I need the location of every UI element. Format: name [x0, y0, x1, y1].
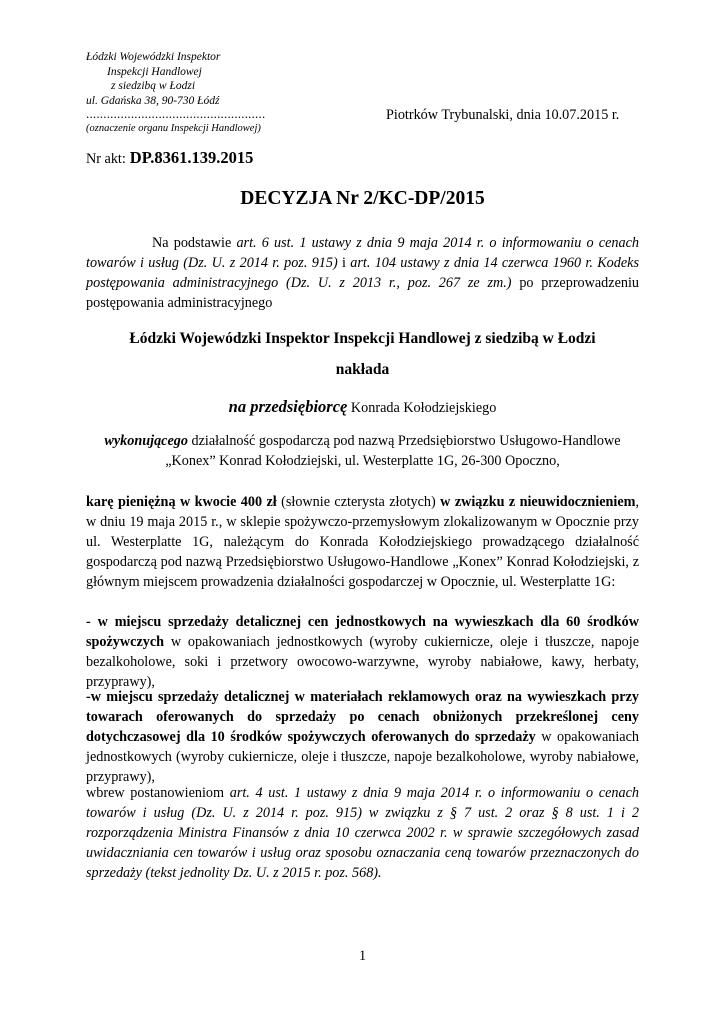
- authority-heading: Łódzki Wojewódzki Inspektor Inspekcji Handlowej z siedzibą w Łodzi: [129, 330, 596, 347]
- violation-text: wbrew postanowieniom: [86, 785, 230, 801]
- file-number: DP.8361.139.2015: [129, 148, 254, 167]
- penalty-amount: karę pieniężną w kwocie 400 zł: [86, 494, 277, 510]
- basis-act-1: art. 6 ust. 1 ustawy z dnia 9 maja 2014 r. o informowaniu o cenach towarów i usług (Dz. U. z 2014 r. poz. 915): [86, 235, 639, 271]
- page-number: 1: [358, 948, 367, 964]
- entrepreneur-label: na przedsiębiorcę: [228, 397, 348, 416]
- entrepreneur-line: [0, 397, 725, 417]
- basis-text-2: i: [337, 255, 351, 271]
- org-line-3: z siedzibą w Łodzi: [111, 80, 196, 92]
- violation-item-1-bold: - w miejscu sprzedaży detalicznej cen jednostkowych na wywieszkach dla 60 środków spożywczych: [86, 614, 639, 650]
- business-line-1: [0, 433, 725, 450]
- org-line-1: Łódzki Wojewódzki Inspektor: [86, 51, 221, 63]
- basis-text-3: po przeprowadzeniu postępowania administracyjnego: [86, 275, 639, 311]
- org-line-2: Inspekcji Handlowej: [107, 65, 202, 78]
- penalty-reason: w związku z nieuwidocznieniem: [440, 494, 636, 510]
- violation-item-1-text: w opakowaniach jednostkowych (wyroby cukiernicze, oleje i tłuszcze, napoje bezalkoholowe, soki i przetwory owocowo-warzywne, wyroby nabiałowe, kawy, herbaty, przyprawy),: [86, 634, 639, 690]
- business-line-2: „Konex” Konrad Kołodziejski, ul. Westerplatte 1G, 26-300 Opoczno,: [165, 453, 560, 469]
- imposes-heading: nakłada: [335, 361, 390, 378]
- file-label: Nr akt:: [86, 151, 126, 167]
- decision-title: DECYZJA Nr 2/KC-DP/2015: [240, 188, 485, 209]
- penalty-words: (słownie czterysta złotych): [276, 494, 441, 510]
- business-label: wykonującego: [104, 433, 188, 449]
- violation-item-2-bold: -w miejscu sprzedaży detalicznej w materiałach reklamowych oraz na wywieszkach przy towarach oferowanych do sprzedaży po cenach obniżonych przekreślonej ceny dotychczasowej dla 10 środków spożywczych oferowanych do sprzedaży: [86, 689, 639, 745]
- violation-item-2-text: w opakowaniach jednostkowych (wyroby cukiernicze, oleje i tłuszcze, napoje bezalkoholowe, wyroby nabiałowe, przyprawy),: [86, 729, 639, 785]
- entrepreneur-name: Konrada Kołodziejskiego: [347, 400, 497, 416]
- basis-act-2: art. 104 ustawy z dnia 14 czerwca 1960 r. Kodeks postępowania administracyjnego (Dz. U. z 2013 r., poz. 267 ze zm.): [86, 255, 639, 291]
- org-address: ul. Gdańska 38, 90-730 Łódź: [86, 94, 220, 107]
- org-caption: (oznaczenie organu Inspekcji Handlowej): [86, 123, 261, 134]
- violation-legal-basis: [86, 783, 639, 883]
- legal-basis-paragraph: [86, 233, 639, 313]
- violation-item-2: [86, 687, 639, 787]
- violation-item-1: [86, 612, 639, 692]
- business-name: działalność gospodarczą pod nazwą Przedsiębiorstwo Usługowo-Handlowe: [187, 433, 621, 449]
- violation-acts: art. 4 ust. 1 ustawy z dnia 9 maja 2014 r. o informowaniu o cenach towarów i usług (Dz. U. z 2014 r. poz. 915) w związku z § 7 ust. 2 oraz § 8 ust. 1 i 2 rozporządzenia Ministra Finansów z dnia 10 czerwca 2002 r. w sprawie szczegółowych zasad uwidaczniania cen towarów i usług oraz sposobu oznaczania ceną towarów przeznaczonych do sprzedaży (tekst jednolity Dz. U. z 2015 r. poz. 568).: [86, 785, 639, 881]
- signature-dots: ....................................................: [86, 106, 266, 121]
- penalty-paragraph: [86, 492, 639, 592]
- file-reference: [86, 148, 253, 168]
- penalty-details: , w dniu 19 maja 2015 r., w sklepie spożywczo-przemysłowym zlokalizowanym w Opocznie przy ul. Westerplatte 1G, należącym do Konrada Kołodziejskiego prowadzącego działalność gospodarczą pod nazwą Przedsiębiorstwo Usługowo-Handlowe „Konex” Konrad Kołodziejski, z głównym miejscem prowadzenia działalności gospodarczej w Opocznie, ul. Westerplatte 1G:: [86, 494, 640, 590]
- place-date: Piotrków Trybunalski, dnia 10.07.2015 r.: [386, 107, 620, 123]
- basis-text-1: Na podstawie: [152, 235, 237, 251]
